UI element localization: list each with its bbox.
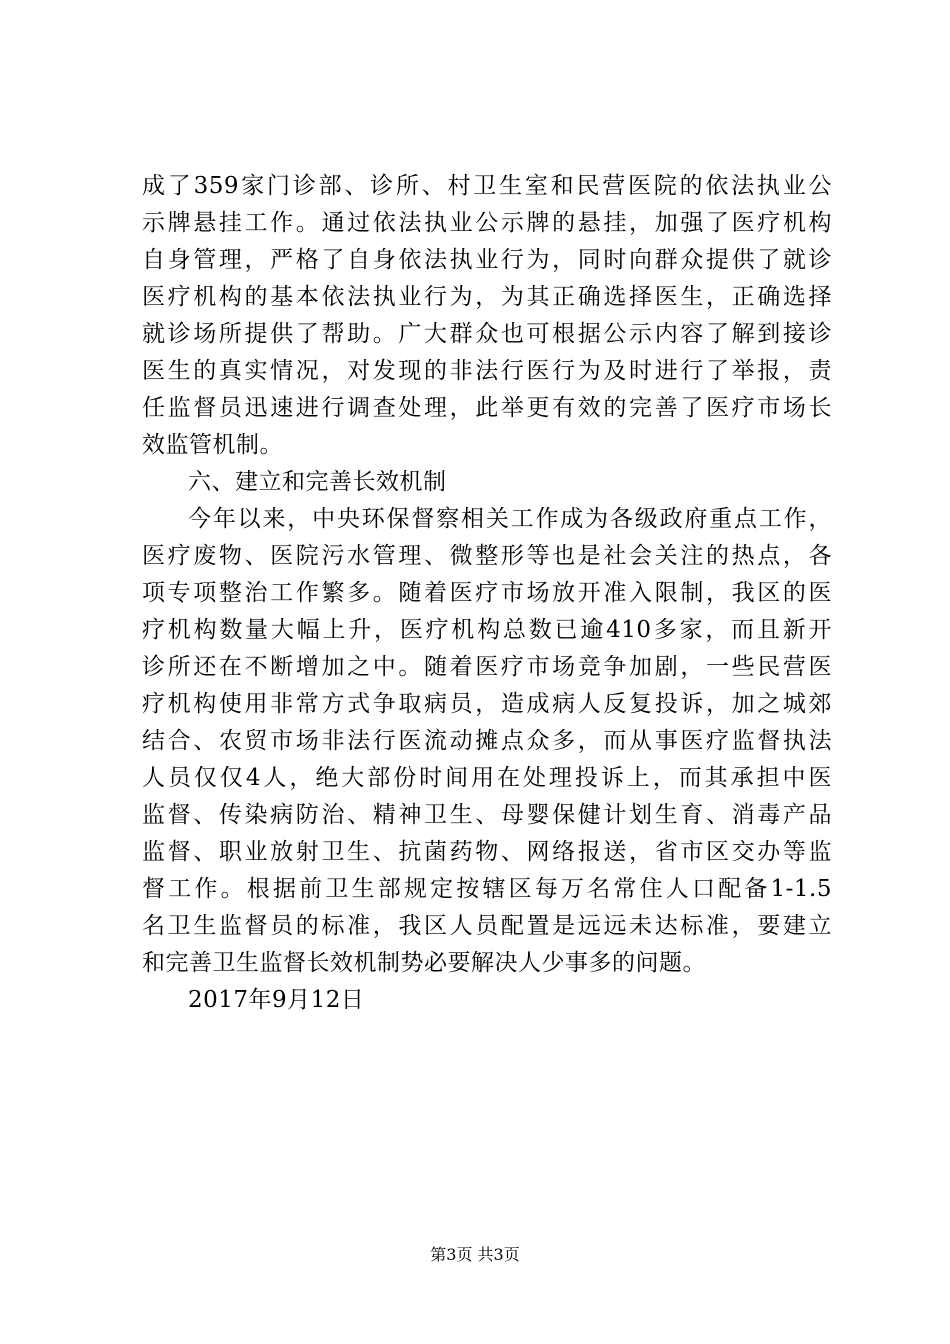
paragraph-line: 成了359家门诊部、诊所、村卫生室和民营医院的依法执业公 [142,173,832,199]
paragraph-line: 监督、传染病防治、精神卫生、母婴保健计划生育、消毒产品 [142,802,832,828]
paragraph-line: 监督、职业放射卫生、抗菌药物、网络报送，省市区交办等监 [142,839,832,865]
paragraph-line: 督工作。根据前卫生部规定按辖区每万名常住人口配备1-1.5 [142,876,832,902]
paragraph-line: 就诊场所提供了帮助。广大群众也可根据公示内容了解到接诊 [142,321,832,347]
paragraph-line: 医疗废物、医院污水管理、微整形等也是社会关注的热点，各 [142,543,832,569]
paragraph-line: 疗机构使用非常方式争取病员，造成病人反复投诉，加之城郊 [142,691,832,717]
paragraph-line: 诊所还在不断增加之中。随着医疗市场竞争加剧，一些民营医 [142,654,832,680]
section-heading: 六、建立和完善长效机制 [188,469,447,495]
paragraph-line: 人员仅仅4人，绝大部份时间用在处理投诉上，而其承担中医 [142,765,832,791]
paragraph-line: 任监督员迅速进行调查处理，此举更有效的完善了医疗市场长 [142,395,832,421]
page-footer: 第3页 共3页 [430,1245,520,1264]
paragraph-line: 今年以来，中央环保督察相关工作成为各级政府重点工作， [188,506,832,532]
paragraph-line: 名卫生监督员的标准，我区人员配置是远远未达标准，要建立 [142,913,832,939]
paragraph-line: 疗机构数量大幅上升，医疗机构总数已逾410多家，而且新开 [142,617,832,643]
paragraph-line: 结合、农贸市场非法行医流动摊点众多，而从事医疗监督执法 [142,728,832,754]
paragraph-line: 医疗机构的基本依法执业行为，为其正确选择医生，正确选择 [142,284,832,310]
paragraph-line: 效监管机制。 [142,432,283,458]
paragraph-line: 医生的真实情况，对发现的非法行医行为及时进行了举报，责 [142,358,832,384]
body-text [142,168,832,1019]
paragraph-line: 和完善卫生监督长效机制势必要解决人少事多的问题。 [142,950,706,976]
date-line: 2017年9月12日 [188,987,365,1013]
paragraph-line: 自身管理，严格了自身依法执业行为，同时向群众提供了就诊 [142,247,832,273]
paragraph-line: 示牌悬挂工作。通过依法执业公示牌的悬挂，加强了医疗机构 [142,210,832,236]
paragraph-line: 项专项整治工作繁多。随着医疗市场放开准入限制，我区的医 [142,580,832,606]
